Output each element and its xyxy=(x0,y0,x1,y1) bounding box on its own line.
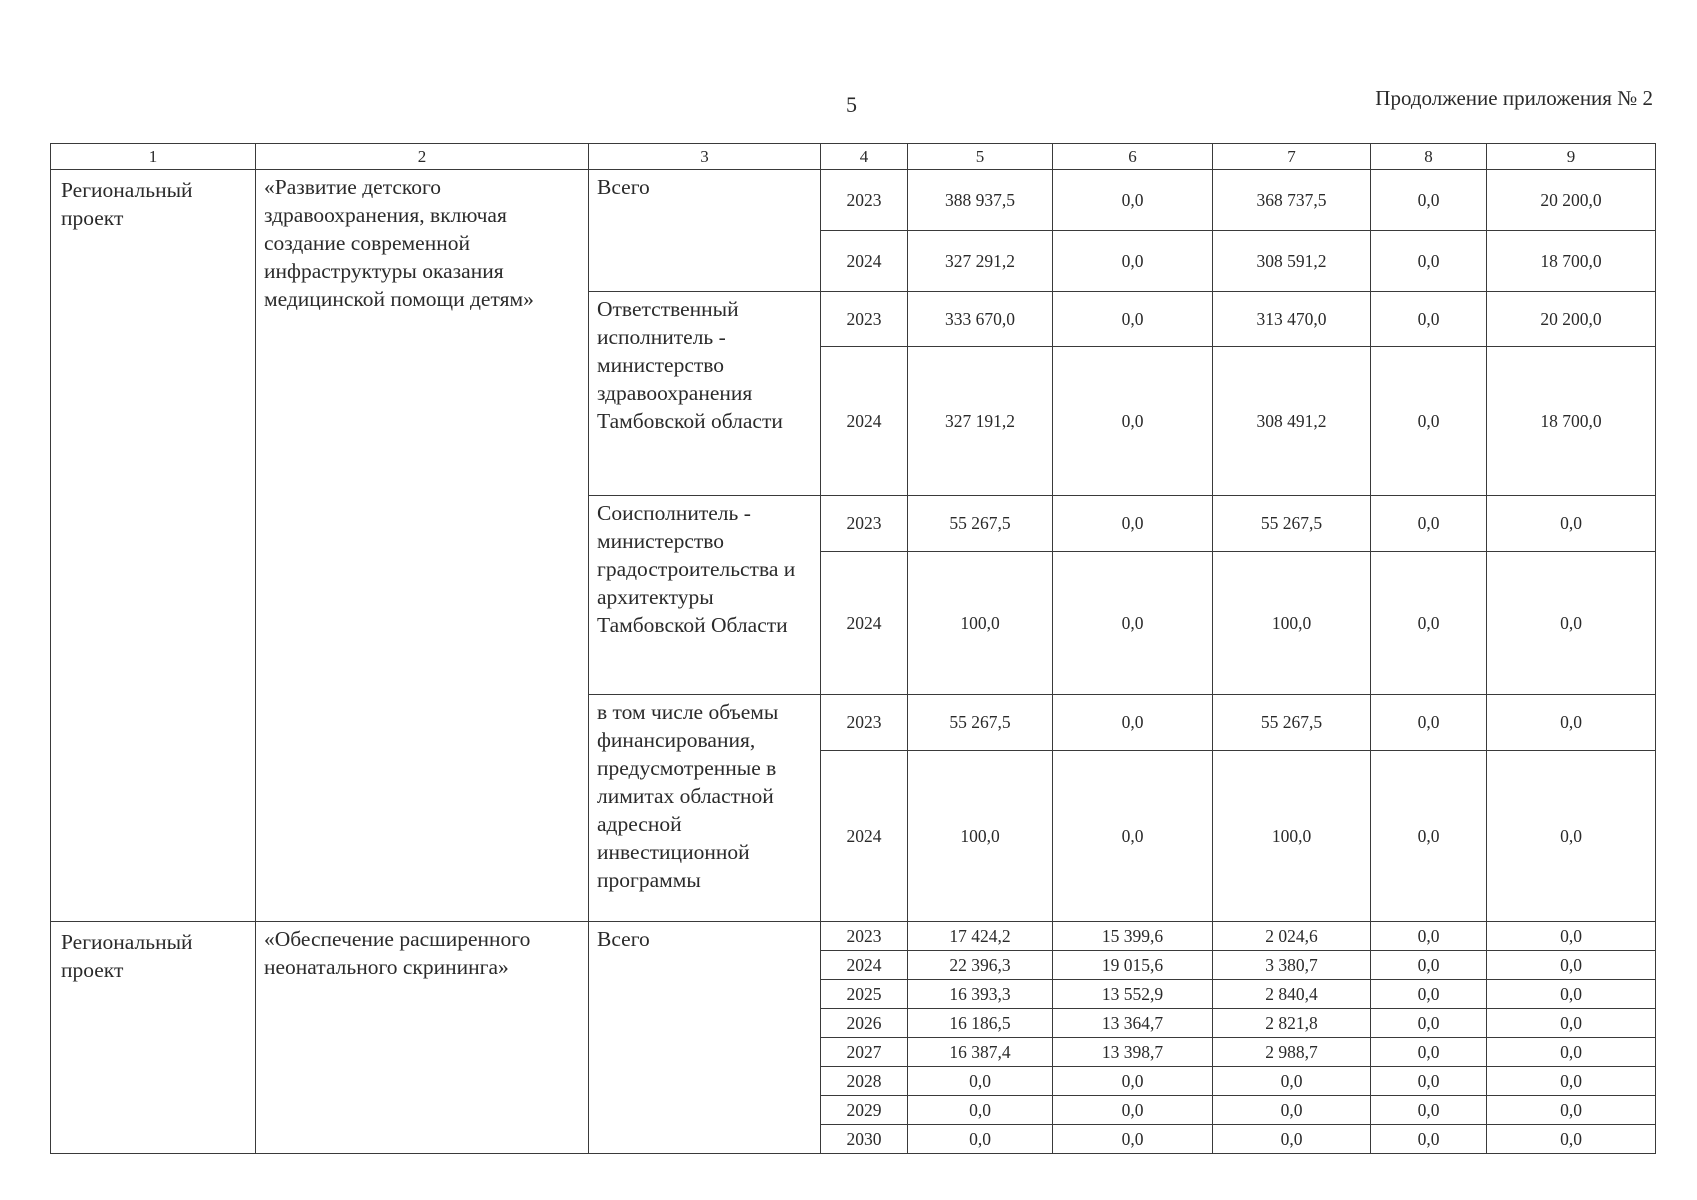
value-cell: 55 267,5 xyxy=(908,496,1053,552)
page-number: 5 xyxy=(846,92,857,117)
table-row xyxy=(51,922,1656,951)
value-cell: 0,0 xyxy=(1371,1096,1487,1125)
value-cell: 327 291,2 xyxy=(908,231,1053,292)
group-label-cell: Всего xyxy=(589,170,821,292)
value-cell: 20 200,0 xyxy=(1487,292,1656,347)
value-cell: 18 700,0 xyxy=(1487,347,1656,496)
value-cell: 327 191,2 xyxy=(908,347,1053,496)
project-type-cell: Региональный проект xyxy=(51,922,256,1154)
year-cell: 2024 xyxy=(821,347,908,496)
value-cell: 16 186,5 xyxy=(908,1009,1053,1038)
value-cell: 55 267,5 xyxy=(1213,695,1371,751)
value-cell: 0,0 xyxy=(908,1067,1053,1096)
value-cell: 0,0 xyxy=(1053,1096,1213,1125)
value-cell: 0,0 xyxy=(1487,552,1656,695)
value-cell: 0,0 xyxy=(1053,552,1213,695)
value-cell: 16 387,4 xyxy=(908,1038,1053,1067)
value-cell: 308 591,2 xyxy=(1213,231,1371,292)
value-cell: 0,0 xyxy=(1487,1038,1656,1067)
value-cell: 20 200,0 xyxy=(1487,170,1656,231)
value-cell: 0,0 xyxy=(1487,496,1656,552)
value-cell: 0,0 xyxy=(1371,231,1487,292)
header-cell: 1 xyxy=(51,144,256,170)
value-cell: 0,0 xyxy=(1487,1009,1656,1038)
value-cell: 0,0 xyxy=(1371,951,1487,980)
header-cell: 5 xyxy=(908,144,1053,170)
value-cell: 0,0 xyxy=(1487,980,1656,1009)
value-cell: 0,0 xyxy=(1487,922,1656,951)
value-cell: 55 267,5 xyxy=(1213,496,1371,552)
year-cell: 2029 xyxy=(821,1096,908,1125)
year-cell: 2024 xyxy=(821,552,908,695)
funding-table xyxy=(50,143,1656,1154)
value-cell: 0,0 xyxy=(1213,1096,1371,1125)
value-cell: 13 364,7 xyxy=(1053,1009,1213,1038)
header-cell: 3 xyxy=(589,144,821,170)
group-label-cell: Соисполнитель - министерство градостроительства и архитектуры Тамбовской Области xyxy=(589,496,821,695)
value-cell: 0,0 xyxy=(1487,1067,1656,1096)
value-cell: 0,0 xyxy=(1053,751,1213,922)
value-cell: 0,0 xyxy=(1371,1067,1487,1096)
value-cell: 0,0 xyxy=(1371,347,1487,496)
value-cell: 0,0 xyxy=(1371,552,1487,695)
year-cell: 2023 xyxy=(821,496,908,552)
value-cell: 17 424,2 xyxy=(908,922,1053,951)
year-cell: 2027 xyxy=(821,1038,908,1067)
value-cell: 13 398,7 xyxy=(1053,1038,1213,1067)
annex-note: Продолжение приложения № 2 xyxy=(1375,86,1653,110)
value-cell: 313 470,0 xyxy=(1213,292,1371,347)
header-cell: 7 xyxy=(1213,144,1371,170)
value-cell: 13 552,9 xyxy=(1053,980,1213,1009)
year-cell: 2030 xyxy=(821,1125,908,1154)
value-cell: 0,0 xyxy=(1371,292,1487,347)
header-cell: 2 xyxy=(256,144,589,170)
header-cell: 4 xyxy=(821,144,908,170)
value-cell: 100,0 xyxy=(908,751,1053,922)
value-cell: 308 491,2 xyxy=(1213,347,1371,496)
value-cell: 2 840,4 xyxy=(1213,980,1371,1009)
value-cell: 0,0 xyxy=(1371,1125,1487,1154)
value-cell: 0,0 xyxy=(1487,1096,1656,1125)
value-cell: 0,0 xyxy=(1053,231,1213,292)
year-cell: 2028 xyxy=(821,1067,908,1096)
value-cell: 0,0 xyxy=(1371,1009,1487,1038)
value-cell: 333 670,0 xyxy=(908,292,1053,347)
value-cell: 0,0 xyxy=(1371,751,1487,922)
value-cell: 100,0 xyxy=(908,552,1053,695)
project-name-cell: «Обеспечение расширенного неонатального скрининга» xyxy=(256,922,589,1154)
year-cell: 2023 xyxy=(821,922,908,951)
project-name-cell: «Развитие детского здравоохранения, включая создание современной инфраструктуры оказания медицинской помощи детям» xyxy=(256,170,589,922)
value-cell: 0,0 xyxy=(1371,496,1487,552)
year-cell: 2024 xyxy=(821,231,908,292)
header-cell: 9 xyxy=(1487,144,1656,170)
value-cell: 0,0 xyxy=(908,1096,1053,1125)
value-cell: 3 380,7 xyxy=(1213,951,1371,980)
value-cell: 0,0 xyxy=(1487,695,1656,751)
value-cell: 0,0 xyxy=(1213,1067,1371,1096)
project-type-cell: Региональный проект xyxy=(51,170,256,922)
year-cell: 2026 xyxy=(821,1009,908,1038)
value-cell: 0,0 xyxy=(1053,695,1213,751)
group-label-cell: Всего xyxy=(589,922,821,1154)
year-cell: 2023 xyxy=(821,292,908,347)
value-cell: 0,0 xyxy=(1487,1125,1656,1154)
value-cell: 0,0 xyxy=(1487,751,1656,922)
value-cell: 2 821,8 xyxy=(1213,1009,1371,1038)
value-cell: 2 024,6 xyxy=(1213,922,1371,951)
value-cell: 2 988,7 xyxy=(1213,1038,1371,1067)
value-cell: 55 267,5 xyxy=(908,695,1053,751)
table-row xyxy=(51,170,1656,231)
value-cell: 388 937,5 xyxy=(908,170,1053,231)
value-cell: 0,0 xyxy=(1053,347,1213,496)
group-label-cell: Ответственный исполнитель - министерство здравоохранения Тамбовской области xyxy=(589,292,821,496)
value-cell: 0,0 xyxy=(1053,496,1213,552)
value-cell: 0,0 xyxy=(1053,170,1213,231)
value-cell: 0,0 xyxy=(1487,951,1656,980)
value-cell: 0,0 xyxy=(1053,1125,1213,1154)
header-cell: 8 xyxy=(1371,144,1487,170)
value-cell: 0,0 xyxy=(1053,1067,1213,1096)
value-cell: 100,0 xyxy=(1213,552,1371,695)
value-cell: 16 393,3 xyxy=(908,980,1053,1009)
table-header-row xyxy=(51,144,1656,170)
group-label-cell: в том числе объемы финансирования, предусмотренные в лимитах областной адресной инвестиционной программы xyxy=(589,695,821,922)
value-cell: 0,0 xyxy=(1371,922,1487,951)
year-cell: 2023 xyxy=(821,695,908,751)
value-cell: 0,0 xyxy=(1371,170,1487,231)
value-cell: 18 700,0 xyxy=(1487,231,1656,292)
year-cell: 2023 xyxy=(821,170,908,231)
value-cell: 0,0 xyxy=(908,1125,1053,1154)
value-cell: 19 015,6 xyxy=(1053,951,1213,980)
value-cell: 100,0 xyxy=(1213,751,1371,922)
year-cell: 2024 xyxy=(821,951,908,980)
value-cell: 0,0 xyxy=(1213,1125,1371,1154)
header-cell: 6 xyxy=(1053,144,1213,170)
year-cell: 2025 xyxy=(821,980,908,1009)
value-cell: 0,0 xyxy=(1371,980,1487,1009)
value-cell: 368 737,5 xyxy=(1213,170,1371,231)
year-cell: 2024 xyxy=(821,751,908,922)
value-cell: 22 396,3 xyxy=(908,951,1053,980)
value-cell: 0,0 xyxy=(1371,695,1487,751)
value-cell: 0,0 xyxy=(1053,292,1213,347)
value-cell: 0,0 xyxy=(1371,1038,1487,1067)
value-cell: 15 399,6 xyxy=(1053,922,1213,951)
